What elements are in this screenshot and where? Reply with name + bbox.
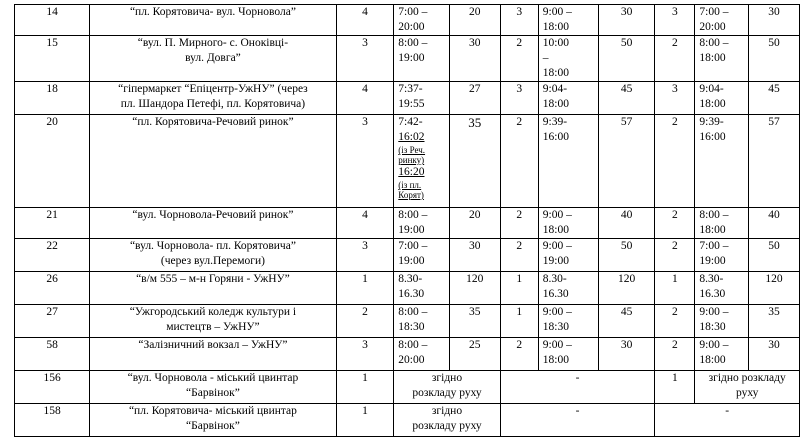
weekday-bus-count-cell: 2 [336,305,394,338]
route-name-cell: “вул. Чорновола-Речовий ринок” [90,208,336,239]
sunday-bus-count-cell: 1 [655,371,695,404]
saturday-hours-cell: 9:00 – 18:00 [538,208,598,239]
table-row [15,338,800,371]
weekday-interval-cell: 25 [449,338,500,371]
weekday-hours-cell: 8:00 – 18:30 [394,305,449,338]
saturday-interval-cell: 50 [598,239,655,272]
saturday-interval-cell: 30 [598,338,655,371]
weekday-bus-count-cell: 3 [336,36,394,82]
weekday-bus-count-cell: 4 [336,208,394,239]
sunday-interval-cell: 30 [748,5,799,36]
weekday-interval-cell: 30 [449,36,500,82]
saturday-hours-cell: 9:04- 18:00 [538,82,598,115]
table-row [15,272,800,305]
route-name-cell: “пл. Корятовича-Речовий ринок” [90,115,336,208]
weekday-bus-count-cell: 4 [336,5,394,36]
weekday-interval-cell: 20 [449,208,500,239]
route-name-cell: “гіпермаркет “Епіцентр-УжНУ” (через пл. Шандора Петефі, пл. Корятовича) [90,82,336,115]
weekday-interval-cell: 120 [449,272,500,305]
saturday-bus-count-cell: 3 [500,82,538,115]
saturday-hours-cell: 9:00 – 18:30 [538,305,598,338]
sunday-hours-cell: 7:00 – 20:00 [695,5,749,36]
saturday-bus-count-cell: 1 [500,305,538,338]
sunday-schedule-cell: - [655,404,800,437]
weekday-hours-cell: 7:37- 19:55 [394,82,449,115]
saturday-schedule-cell: - [500,371,655,404]
route-number-cell: 156 [15,371,90,404]
sunday-interval-cell: 40 [748,208,799,239]
sunday-bus-count-cell: 2 [655,208,695,239]
sunday-hours-cell: 8:00 – 18:00 [695,36,749,82]
weekday-bus-count-cell: 3 [336,239,394,272]
route-name-cell: “пл. Корятовича- міський цвинтар “Барвінок” [90,404,336,437]
route-number-cell: 27 [15,305,90,338]
weekday-schedule-cell: згідно розкладу руху [394,371,500,404]
sunday-bus-count-cell: 2 [655,239,695,272]
sunday-interval-cell: 50 [748,239,799,272]
table-row [15,115,800,208]
saturday-hours-cell: 10:00 – 18:00 [538,36,598,82]
saturday-bus-count-cell: 2 [500,239,538,272]
sunday-interval-cell: 57 [748,115,799,208]
route-name-cell: “в/м 555 – м-н Горяни - УжНУ” [90,272,336,305]
weekday-interval-cell: 35 [449,305,500,338]
route-number-cell: 15 [15,36,90,82]
weekday-bus-count-cell: 3 [336,115,394,208]
table-row [15,82,800,115]
weekday-hours-part: 16:02 [398,131,425,143]
saturday-bus-count-cell: 2 [500,208,538,239]
saturday-interval-cell: 30 [598,5,655,36]
saturday-hours-cell: 9:00 – 18:00 [538,5,598,36]
weekday-hours-part: (із Реч. ринку) [398,145,426,165]
sunday-hours-cell: 9:00 – 18:00 [695,338,749,371]
route-name-cell: “вул. П. Мирного- с. Оноківці- вул. Довга” [90,36,336,82]
saturday-hours-cell: 8.30- 16.30 [538,272,598,305]
table-row [15,305,800,338]
weekday-bus-count-cell: 1 [336,371,394,404]
weekday-hours-cell: 8:00 – 20:00 [394,338,449,371]
route-number-cell: 22 [15,239,90,272]
sunday-interval-cell: 50 [748,36,799,82]
saturday-interval-cell: 45 [598,305,655,338]
route-name-cell: “пл. Корятовича- вул. Чорновола” [90,5,336,36]
table-row [15,208,800,239]
weekday-schedule-cell: згідно розкладу руху [394,404,500,437]
route-name-cell: “вул. Чорновола- пл. Корятовича” (через вул.Перемоги) [90,239,336,272]
route-name-cell: “Ужгородський коледж культури і мистецтв – УжНУ” [90,305,336,338]
saturday-bus-count-cell: 1 [500,272,538,305]
weekday-hours-cell: 8.30- 16.30 [394,272,449,305]
sunday-interval-cell: 120 [748,272,799,305]
saturday-hours-cell: 9:00 – 19:00 [538,239,598,272]
route-number-cell: 158 [15,404,90,437]
bus-schedule-table [14,4,800,437]
sunday-interval-cell: 30 [748,338,799,371]
sunday-hours-cell: 9:04- 18:00 [695,82,749,115]
table-row [15,239,800,272]
saturday-interval-cell: 50 [598,36,655,82]
weekday-bus-count-cell: 3 [336,338,394,371]
weekday-hours-cell: 8:00 – 19:00 [394,36,449,82]
saturday-interval-cell: 40 [598,208,655,239]
route-number-cell: 18 [15,82,90,115]
weekday-interval-cell: 27 [449,82,500,115]
saturday-bus-count-cell: 2 [500,338,538,371]
saturday-interval-cell: 57 [598,115,655,208]
weekday-bus-count-cell: 1 [336,404,394,437]
route-number-cell: 21 [15,208,90,239]
sunday-bus-count-cell: 2 [655,338,695,371]
route-number-cell: 14 [15,5,90,36]
weekday-hours-part: (із пл. Корят) [398,180,424,200]
weekday-hours-cell: 7:00 – 19:00 [394,239,449,272]
weekday-interval-cell: 20 [449,5,500,36]
table-row [15,404,800,437]
sunday-hours-cell: 9:00 – 18:30 [695,305,749,338]
route-number-cell: 20 [15,115,90,208]
saturday-hours-cell: 9:00 – 18:00 [538,338,598,371]
sunday-schedule-cell: згідно розкладу руху [695,371,800,404]
saturday-interval-cell: 120 [598,272,655,305]
sunday-hours-cell: 8:00 – 18:00 [695,208,749,239]
route-name-cell: “вул. Чорновола - міський цвинтар “Барвінок” [90,371,336,404]
saturday-schedule-cell: - [500,404,655,437]
saturday-interval-cell: 45 [598,82,655,115]
table-row [15,371,800,404]
weekday-hours-part: 7:42- [398,116,423,128]
sunday-interval-cell: 45 [748,82,799,115]
weekday-hours-cell [394,115,449,208]
sunday-hours-cell: 7:00 – 19:00 [695,239,749,272]
sunday-bus-count-cell: 3 [655,5,695,36]
sunday-bus-count-cell: 2 [655,36,695,82]
weekday-interval-cell: 35 [449,115,500,208]
table-row [15,5,800,36]
saturday-bus-count-cell: 2 [500,36,538,82]
weekday-bus-count-cell: 1 [336,272,394,305]
weekday-hours-part: 16:20 [398,166,425,178]
weekday-hours-cell: 8:00 – 19:00 [394,208,449,239]
route-name-cell: “Залізничний вокзал – УжНУ” [90,338,336,371]
sunday-hours-cell: 8.30- 16.30 [695,272,749,305]
sunday-bus-count-cell: 1 [655,272,695,305]
weekday-hours-cell: 7:00 – 20:00 [394,5,449,36]
sunday-bus-count-cell: 2 [655,115,695,208]
saturday-hours-cell: 9:39- 16:00 [538,115,598,208]
saturday-bus-count-cell: 3 [500,5,538,36]
saturday-bus-count-cell: 2 [500,115,538,208]
weekday-interval-cell: 30 [449,239,500,272]
route-number-cell: 58 [15,338,90,371]
weekday-bus-count-cell: 4 [336,82,394,115]
sunday-bus-count-cell: 2 [655,305,695,338]
sunday-bus-count-cell: 3 [655,82,695,115]
sunday-interval-cell: 35 [748,305,799,338]
route-number-cell: 26 [15,272,90,305]
table-row [15,36,800,82]
sunday-hours-cell: 9:39- 16:00 [695,115,749,208]
